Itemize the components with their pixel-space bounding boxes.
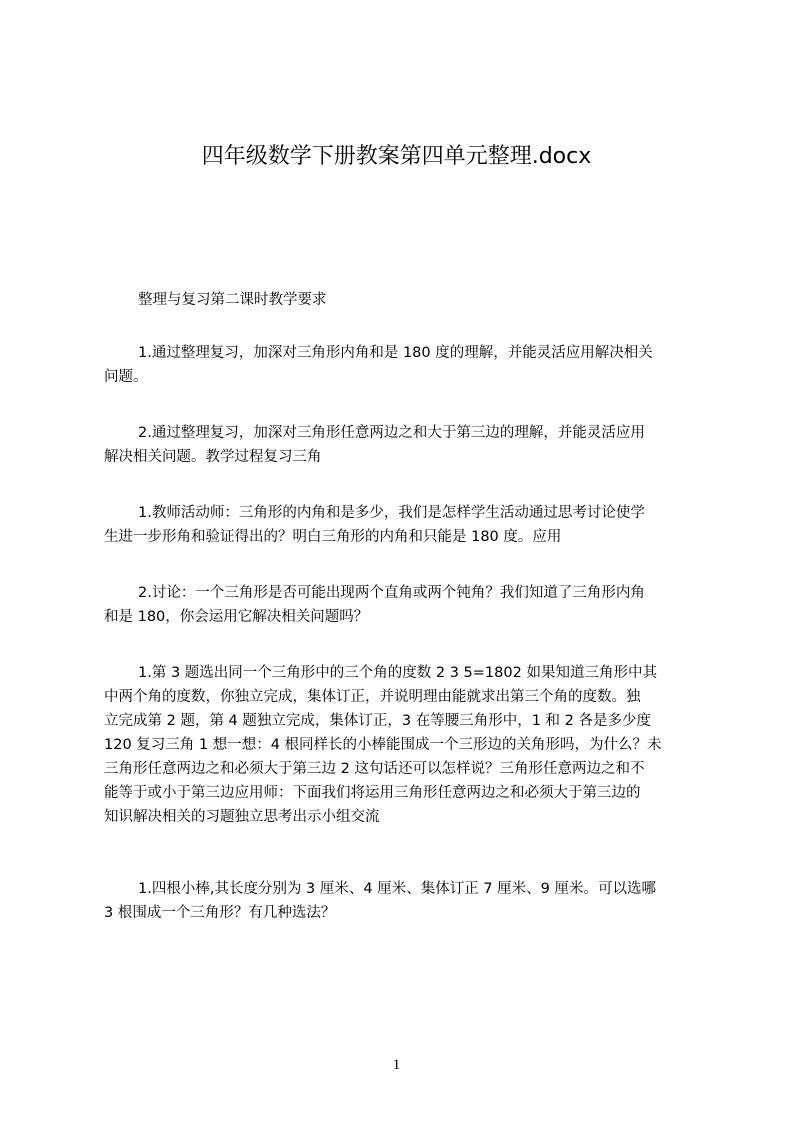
paragraph-discussion [104, 581, 698, 629]
paragraph-line: 1.教师活动师：三角形的内角和是多少，我们是怎样学生活动通过思考讨论使学 [138, 505, 645, 521]
paragraph-four-sticks [104, 877, 698, 925]
paragraph-line: 整理与复习第二课时教学要求 [138, 292, 327, 308]
paragraph-requirement-2 [104, 421, 698, 469]
paragraph-line: 1.第 3 题选出同一个三角形中的三个角的度数 2 3 5=1802 如果知道三角形中其 [138, 665, 657, 681]
paragraph-exercise-3 [104, 661, 698, 829]
paragraph-line: 3 根围成一个三角形？有几种选法？ [104, 905, 336, 921]
paragraph-requirement-1 [104, 341, 698, 389]
paragraph-line: 2.通过整理复习，加深对三角形任意两边之和大于第三边的理解，并能灵活应用 [138, 425, 645, 441]
paragraph-line: 2.讨论：一个三角形是否可能出现两个直角或两个钝角？我们知道了三角形内角 [138, 585, 645, 601]
paragraph-line: 三角形任意两边之和必须大于第三边 2 这句话还可以怎样说？三角形任意两边之和不 [104, 761, 645, 777]
page-number: 1 [392, 1057, 401, 1073]
paragraph-line: 立完成第 2 题，第 4 题独立完成，集体订正，3 在等腰三角形中，1 和 2 各是多少度 [104, 713, 651, 729]
document-title: 四年级数学下册教案第四单元整理.docx [201, 144, 592, 169]
paragraph-line: 能等于或小于第三边应用师：下面我们将运用三角形任意两边之和必须大于第三边的 [104, 785, 641, 801]
paragraph-line: 中两个角的度数，你独立完成，集体订正，并说明理由能就求出第三个角的度数。独 [104, 689, 641, 705]
paragraph-line: 问题。 [104, 369, 148, 385]
paragraph-teaching-requirements [104, 288, 698, 312]
paragraph-line: 知识解决相关的习题独立思考出示小组交流 [104, 809, 380, 825]
paragraph-line: 和是 180，你会运用它解决相关问题吗？ [104, 609, 369, 625]
paragraph-line: 120 复习三角 1 想一想：4 根同样长的小棒能围成一个三形边的关角形吗，为什么？未 [104, 737, 662, 753]
paragraph-teacher-activity [104, 501, 698, 549]
paragraph-line: 1.四根小棒,其长度分别为 3 厘米、4 厘米、集体订正 7 厘米、9 厘米。可以选哪 [138, 881, 656, 897]
paragraph-line: 生进一步形角和验证得出的？明白三角形的内角和只能是 180 度。应用 [104, 529, 562, 545]
paragraph-line: 解决相关问题。教学过程复习三角 [104, 449, 322, 465]
paragraph-line: 1.通过整理复习，加深对三角形内角和是 180 度的理解，并能灵活应用解决相关 [138, 345, 653, 361]
